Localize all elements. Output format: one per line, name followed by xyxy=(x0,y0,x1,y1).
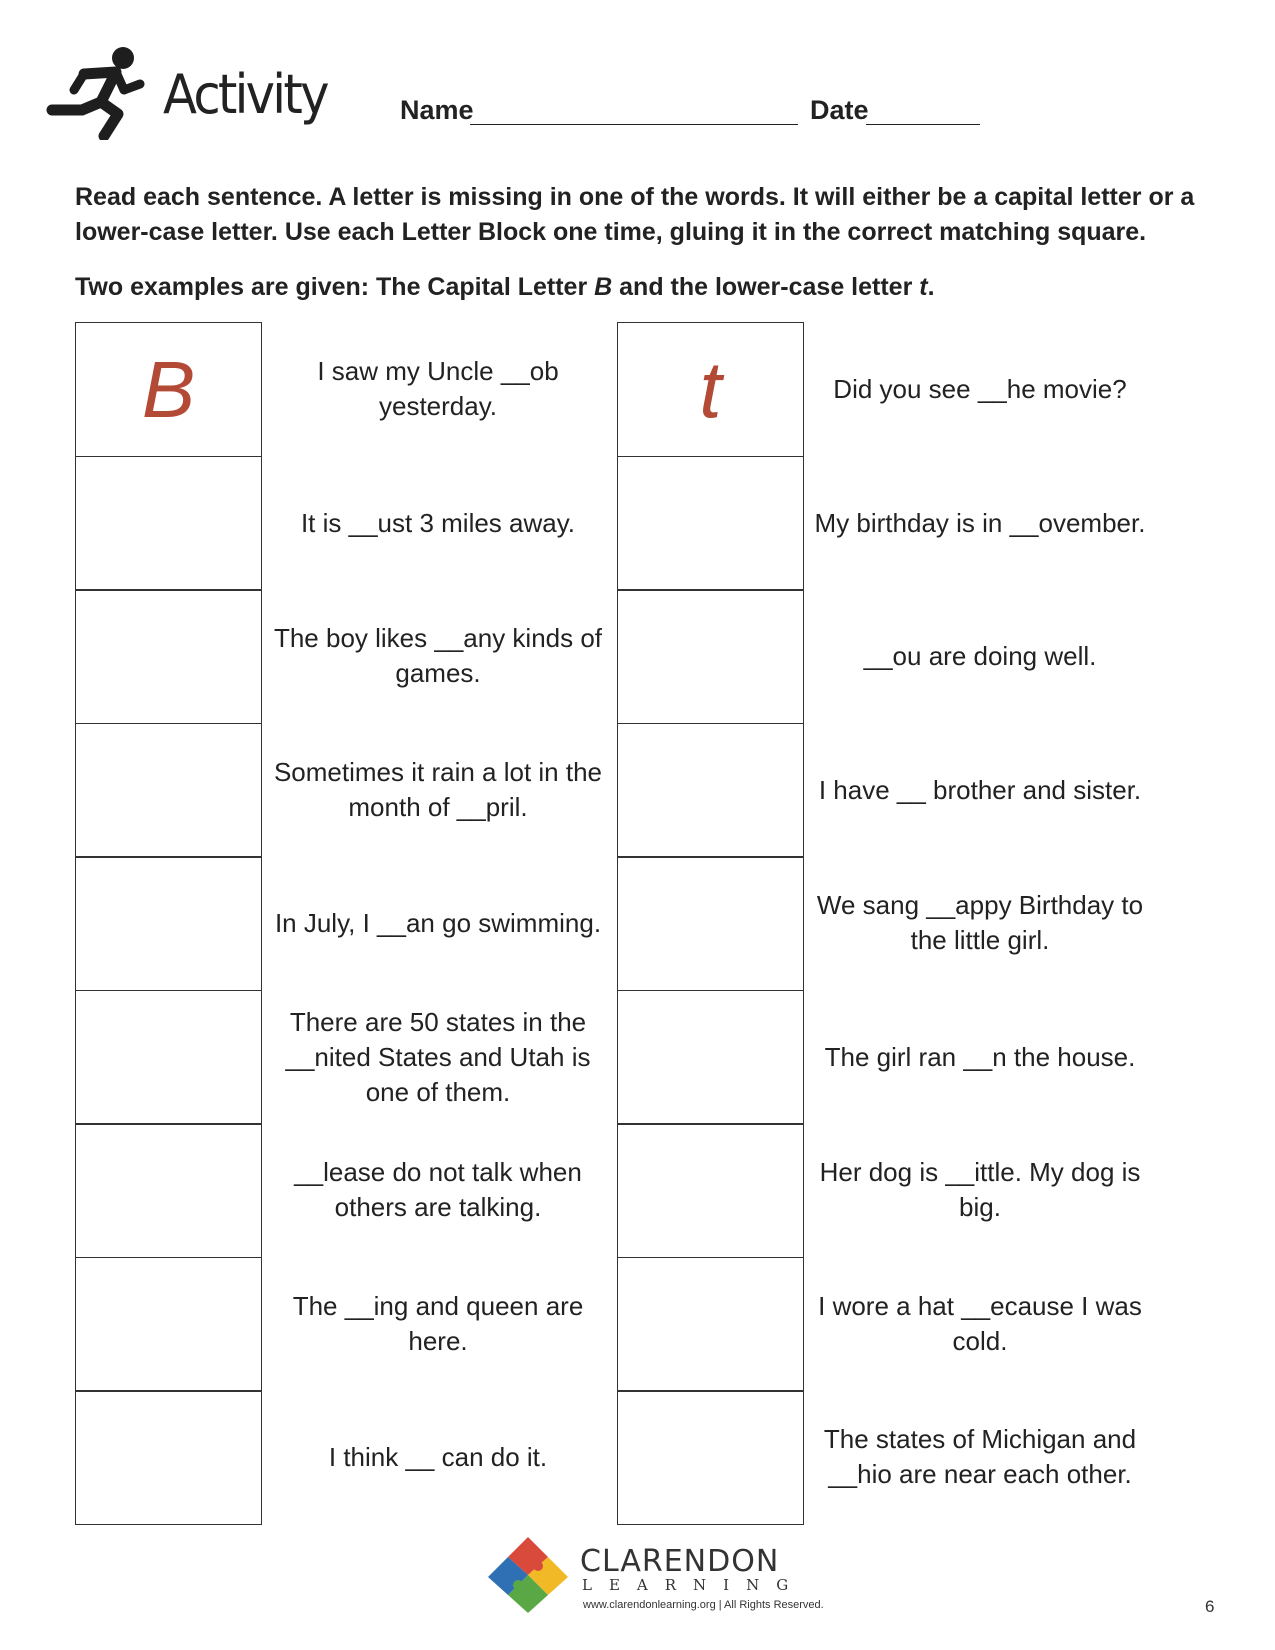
brand-url: www.clarendonlearning.org | All Rights Reserved. xyxy=(583,1599,824,1611)
sentence-left-3: The boy likes __any kinds of games. xyxy=(273,623,603,688)
letter-block-square[interactable] xyxy=(617,990,804,1125)
brand-subtitle: LEARNING xyxy=(582,1576,806,1594)
sentence-right-7: Her dog is __ittle. My dog is big. xyxy=(819,1157,1141,1222)
page-number: 6 xyxy=(1205,1597,1215,1616)
example-letter-box xyxy=(75,322,262,457)
sentence-right-9: The states of Michigan and __hio are near each other. xyxy=(823,1424,1137,1489)
letter-block-square[interactable] xyxy=(75,1257,262,1392)
sentence-right-1: Did you see __he movie? xyxy=(833,373,1127,404)
date-field-line[interactable] xyxy=(866,124,980,125)
letter-block-square[interactable] xyxy=(617,1390,804,1525)
letter-block-square[interactable] xyxy=(75,990,262,1125)
sentence-right-2: My birthday is in __ovember. xyxy=(814,507,1146,538)
letter-block-square[interactable] xyxy=(75,1123,262,1258)
letter-block-square[interactable] xyxy=(617,723,804,858)
sentence-left-8: The __ing and queen are here. xyxy=(292,1291,584,1356)
example-letter-box xyxy=(617,322,804,457)
sentence-left-2: It is __ust 3 miles away. xyxy=(300,507,576,538)
name-field-line[interactable] xyxy=(470,124,798,125)
sentence-left-7: __lease do not talk when others are talking. xyxy=(294,1157,582,1222)
letter-block-square[interactable] xyxy=(75,589,262,724)
sentence-right-6: The girl ran __n the house. xyxy=(824,1041,1136,1072)
example-letter: B xyxy=(141,344,196,434)
letter-block-square[interactable] xyxy=(75,856,262,991)
examples-suffix: . xyxy=(927,273,935,301)
brand-name: CLARENDON xyxy=(580,1544,780,1579)
sentence-left-9: I think __ can do it. xyxy=(328,1441,548,1472)
sentence-left-6: There are 50 states in the __nited States and Utah is one of them. xyxy=(285,1006,591,1107)
letter-block-square[interactable] xyxy=(75,456,262,591)
activity-title: Activity xyxy=(163,63,327,126)
examples-prefix: Two examples are given: The Capital Letter xyxy=(75,273,595,301)
sentence-left-1: I saw my Uncle __ob yesterday. xyxy=(317,356,559,421)
letter-block-square[interactable] xyxy=(75,1390,262,1525)
sentence-right-4: I have __ brother and sister. xyxy=(818,774,1142,805)
date-label: Date xyxy=(810,95,869,125)
instructions: Read each sentence. A letter is missing in one of the words. It will either be a capital letter or a lower-case letter. Use each Letter Block one time, gluing it in the correct matching square. xyxy=(75,183,1195,246)
examples-capital-letter: B xyxy=(594,273,613,301)
running-person-icon xyxy=(46,44,146,140)
sentence-left-5: In July, I __an go swimming. xyxy=(274,907,602,938)
examples-middle: and the lower-case letter xyxy=(612,273,920,301)
example-letter: t xyxy=(699,344,722,434)
sentence-right-3: __ou are doing well. xyxy=(863,640,1097,671)
letter-block-square[interactable] xyxy=(75,723,262,858)
sentence-right-8: I wore a hat __ecause I was cold. xyxy=(818,1291,1142,1356)
puzzle-diamond-logo xyxy=(486,1535,570,1615)
name-label: Name xyxy=(400,95,474,125)
letter-block-square[interactable] xyxy=(617,1257,804,1392)
sentence-left-4: Sometimes it rain a lot in the month of __pril. xyxy=(273,757,603,822)
letter-block-square[interactable] xyxy=(617,1123,804,1258)
letter-block-square[interactable] xyxy=(617,589,804,724)
sentence-right-5: We sang __appy Birthday to the little girl. xyxy=(816,890,1144,955)
examples-lowercase-letter: t xyxy=(919,273,928,301)
letter-block-square[interactable] xyxy=(617,856,804,991)
letter-block-square[interactable] xyxy=(617,456,804,591)
examples-line xyxy=(75,270,935,305)
